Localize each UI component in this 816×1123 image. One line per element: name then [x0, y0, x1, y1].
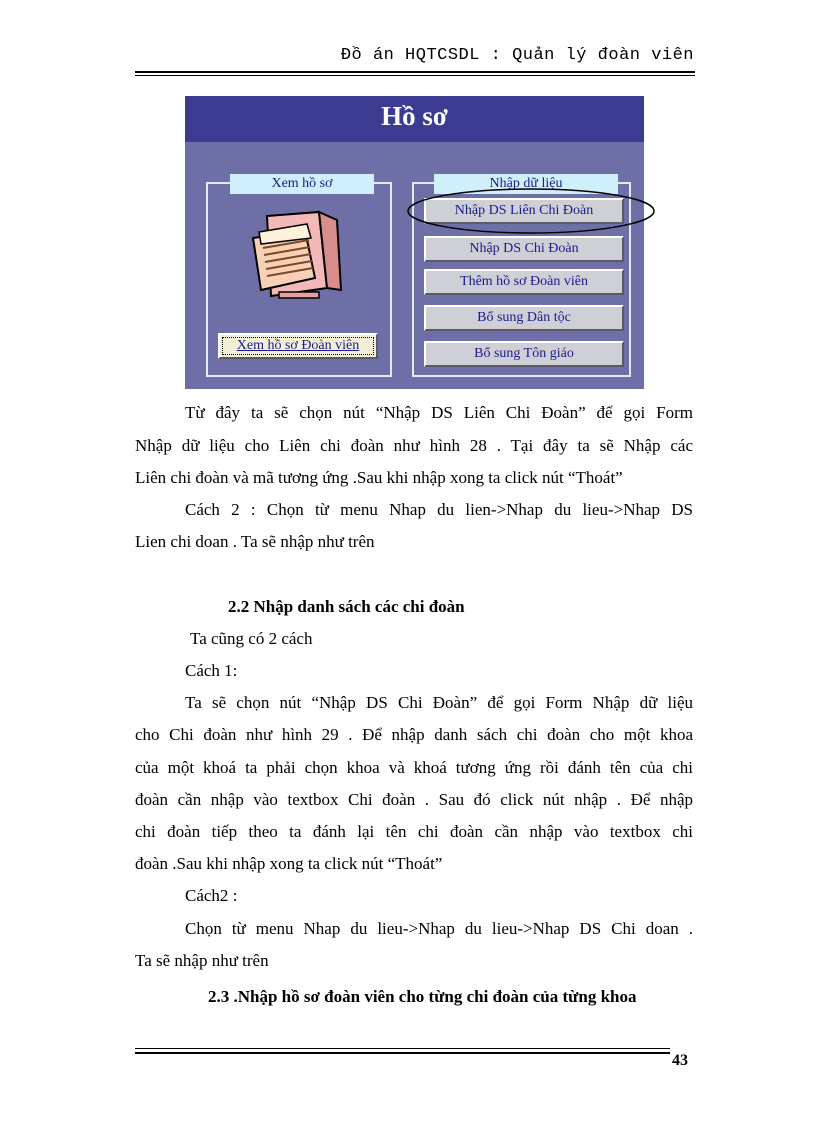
form-title: Hồ sơ	[381, 101, 448, 131]
them-ho-so-doan-vien-button[interactable]	[424, 269, 624, 295]
view-profile-button-label: Xem hồ sơ Đoàn viên	[236, 338, 360, 353]
footer-rule-thin	[135, 1048, 670, 1049]
page-number: 43	[672, 1052, 688, 1069]
bo-sung-ton-giao-label: Bổ sung Tôn giáo	[474, 346, 574, 361]
heading-2-2: 2.2 Nhập danh sách các chi đoàn	[228, 597, 465, 616]
paragraph-6: Cách2 :	[185, 886, 238, 905]
nhap-ds-chi-doan-label: Nhập DS Chi Đoàn	[469, 241, 579, 256]
bo-sung-dan-toc-label: Bổ sung Dân tộc	[477, 310, 571, 325]
nhap-ds-lien-chi-doan-label: Nhập DS Liên Chi Đoàn	[454, 203, 594, 218]
paragraph-2-line-2: Lien chi doan . Ta sẽ nhập như trên	[135, 532, 375, 551]
paragraph-7-line-2: Ta sẽ nhập như trên	[135, 951, 269, 970]
paragraph-1-line-3: Liên chi đoàn và mã tương ứng .Sau khi nhập xong ta click nút “Thoát”	[135, 468, 623, 487]
paragraph-5-line-2: cho Chi đoàn như hình 29 . Để nhập danh sách chi đoàn cho một khoa	[135, 725, 693, 744]
heading-2-3: 2.3 .Nhập hồ sơ đoàn viên cho từng chi đoàn của từng khoa	[208, 987, 637, 1006]
paragraph-4: Cách 1:	[185, 661, 238, 680]
them-ho-so-doan-vien-label: Thêm hồ sơ Đoàn viên	[460, 274, 588, 289]
paragraph-5-line-4: đoàn cần nhập vào textbox Chi đoàn . Sau đó click nút nhập . Để nhập	[135, 790, 693, 809]
paragraph-5-line-3: của một khoá ta phải chọn khoa và khoá tương ứng rồi đánh tên của chi	[135, 758, 693, 777]
nhap-ds-chi-doan-button[interactable]	[424, 236, 624, 262]
paragraph-1-line-1: Từ đây ta sẽ chọn nút “Nhập DS Liên Chi Đoàn” để gọi Form	[185, 403, 693, 422]
view-profile-button[interactable]	[218, 333, 378, 359]
header-rule	[135, 71, 695, 73]
view-frame-label: Xem hồ sơ	[230, 174, 374, 194]
input-frame-label: Nhập dữ liệu	[434, 174, 618, 194]
footer-rule	[135, 1052, 670, 1054]
highlight-ellipse	[405, 186, 657, 236]
paragraph-1-line-2: Nhập dữ liệu cho Liên chi đoàn như hình 28 . Tại đây ta sẽ Nhập các	[135, 436, 693, 455]
page-header: Đồ án HQTCSDL : Quản lý đoàn viên	[340, 46, 694, 65]
bo-sung-ton-giao-button[interactable]	[424, 341, 624, 367]
paragraph-3: Ta cũng có 2 cách	[190, 629, 313, 648]
paragraph-2-line-1: Cách 2 : Chọn từ menu Nhap du lien->Nhap du lieu->Nhap DS	[185, 500, 693, 519]
paragraph-5-line-1: Ta sẽ chọn nút “Nhập DS Chi Đoàn” để gọi Form Nhập dữ liệu	[185, 693, 693, 712]
form-title-bar	[185, 96, 644, 142]
filing-cabinet-icon	[249, 208, 349, 306]
ho-so-form	[185, 96, 644, 389]
bo-sung-dan-toc-button[interactable]	[424, 305, 624, 331]
paragraph-5-line-6: đoàn .Sau khi nhập xong ta click nút “Thoát”	[135, 854, 443, 873]
header-rule-thin	[135, 75, 695, 76]
paragraph-7-line-1: Chọn từ menu Nhap du lieu->Nhap du lieu->Nhap DS Chi doan .	[185, 919, 693, 938]
paragraph-5-line-5: chi đoàn tiếp theo ta đánh lại tên chi đoàn cần nhập vào textbox chi	[135, 822, 693, 841]
